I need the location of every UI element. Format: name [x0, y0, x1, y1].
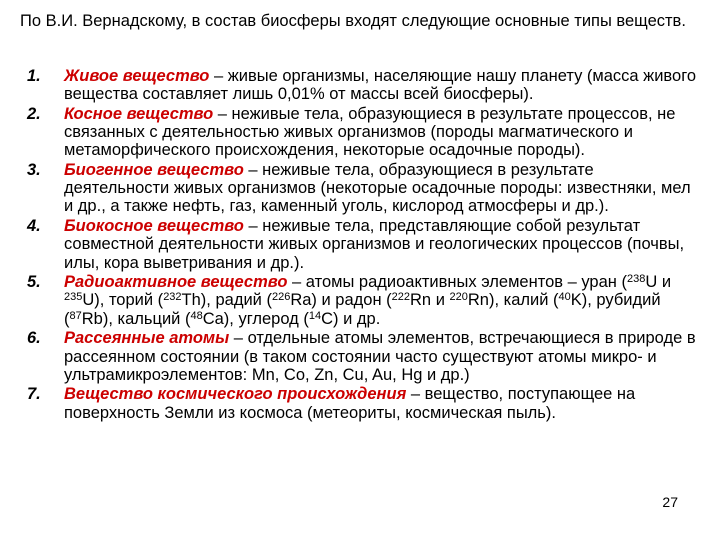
isotope-mass: 232 — [163, 291, 182, 304]
item-number: 2. — [27, 104, 41, 123]
item-text: – живые организмы, населяющие нашу планету (масса живого вещества составляет лишь 0,01% от массы всей биосферы). — [64, 67, 697, 104]
list-item — [20, 273, 700, 328]
list-item — [20, 385, 700, 421]
item-text: – вещество, поступающее на поверхность Земли из космоса (метеориты, космическая пыль). — [64, 385, 636, 422]
isotope-mass: 87 — [69, 309, 82, 322]
item-term: Биогенное вещество — [64, 161, 244, 180]
item-term: Радиоактивное вещество — [64, 273, 288, 292]
item-text: Ra) и радон ( — [290, 291, 392, 310]
item-term: Вещество космического происхождения — [64, 385, 407, 404]
item-text: U), торий ( — [82, 291, 164, 310]
intro-text: По В.И. Вернадскому, в состав биосферы входят следующие основные типы веществ. — [20, 12, 686, 30]
item-text: – неживые тела, образующиеся в результате процессов, не связанных с деятельностью живых организмов (породы магматического и метаморфического происхождения, некоторые осадочные породы). — [64, 104, 676, 160]
list-item — [20, 217, 700, 272]
item-text: Ca), углерод ( — [202, 309, 309, 328]
list-item — [20, 329, 700, 384]
item-term: Живое вещество — [64, 67, 210, 85]
item-text: Rn), калий ( — [467, 291, 559, 310]
isotope-mass: 238 — [626, 273, 646, 286]
item-number: 1. — [27, 67, 41, 85]
item-text: – неживые тела, образующиеся в результате деятельности живых организмов (некоторые осадочные породы: известняки, мел и др., а также нефть, газ, каменный уголь, кислород атмосферы и др.). — [64, 161, 691, 216]
item-text: K), рубидий ( — [64, 291, 661, 328]
page-number: 27 — [662, 494, 678, 510]
item-number: 5. — [27, 273, 41, 292]
substance-types-list — [20, 67, 700, 423]
item-text: – отдельные атомы элементов, встречающиеся в природе в рассеянном состоянии (в таком состоянии часто существуют атомы микро- и ультрамикроэлементов: Mn, Co, Zn, Cu, Au, Hg и др.) — [64, 329, 696, 384]
item-term: Биокосное вещество — [64, 217, 244, 236]
item-number: 3. — [27, 161, 41, 180]
item-text: – неживые тела, представляющие собой результат совместной деятельности живых организмов и геологических процессов (почвы, илы, кора выветривания и др.). — [64, 217, 685, 272]
list-item — [20, 67, 700, 103]
item-term: Рассеянные атомы — [64, 329, 230, 348]
item-text: – атомы радиоактивных элементов – уран ( — [287, 273, 627, 292]
isotope-mass: 48 — [190, 309, 203, 322]
item-text: Rb), кальций ( — [81, 309, 191, 328]
isotope-mass: 235 — [64, 291, 83, 304]
isotope-mass: 220 — [449, 291, 468, 304]
item-number: 6. — [27, 329, 41, 348]
item-text: U и — [645, 273, 672, 292]
item-text: Th), радий ( — [181, 291, 272, 310]
item-number: 4. — [27, 217, 41, 236]
item-number: 7. — [27, 385, 41, 404]
list-item — [20, 105, 700, 160]
list-item — [20, 161, 700, 216]
item-term: Косное вещество — [64, 104, 214, 123]
item-text: C) и др. — [321, 309, 381, 328]
isotope-mass: 14 — [308, 309, 322, 322]
isotope-mass: 226 — [271, 291, 291, 304]
item-text: Rn и — [410, 291, 450, 310]
isotope-mass: 40 — [558, 291, 571, 304]
isotope-mass: 222 — [391, 291, 411, 304]
